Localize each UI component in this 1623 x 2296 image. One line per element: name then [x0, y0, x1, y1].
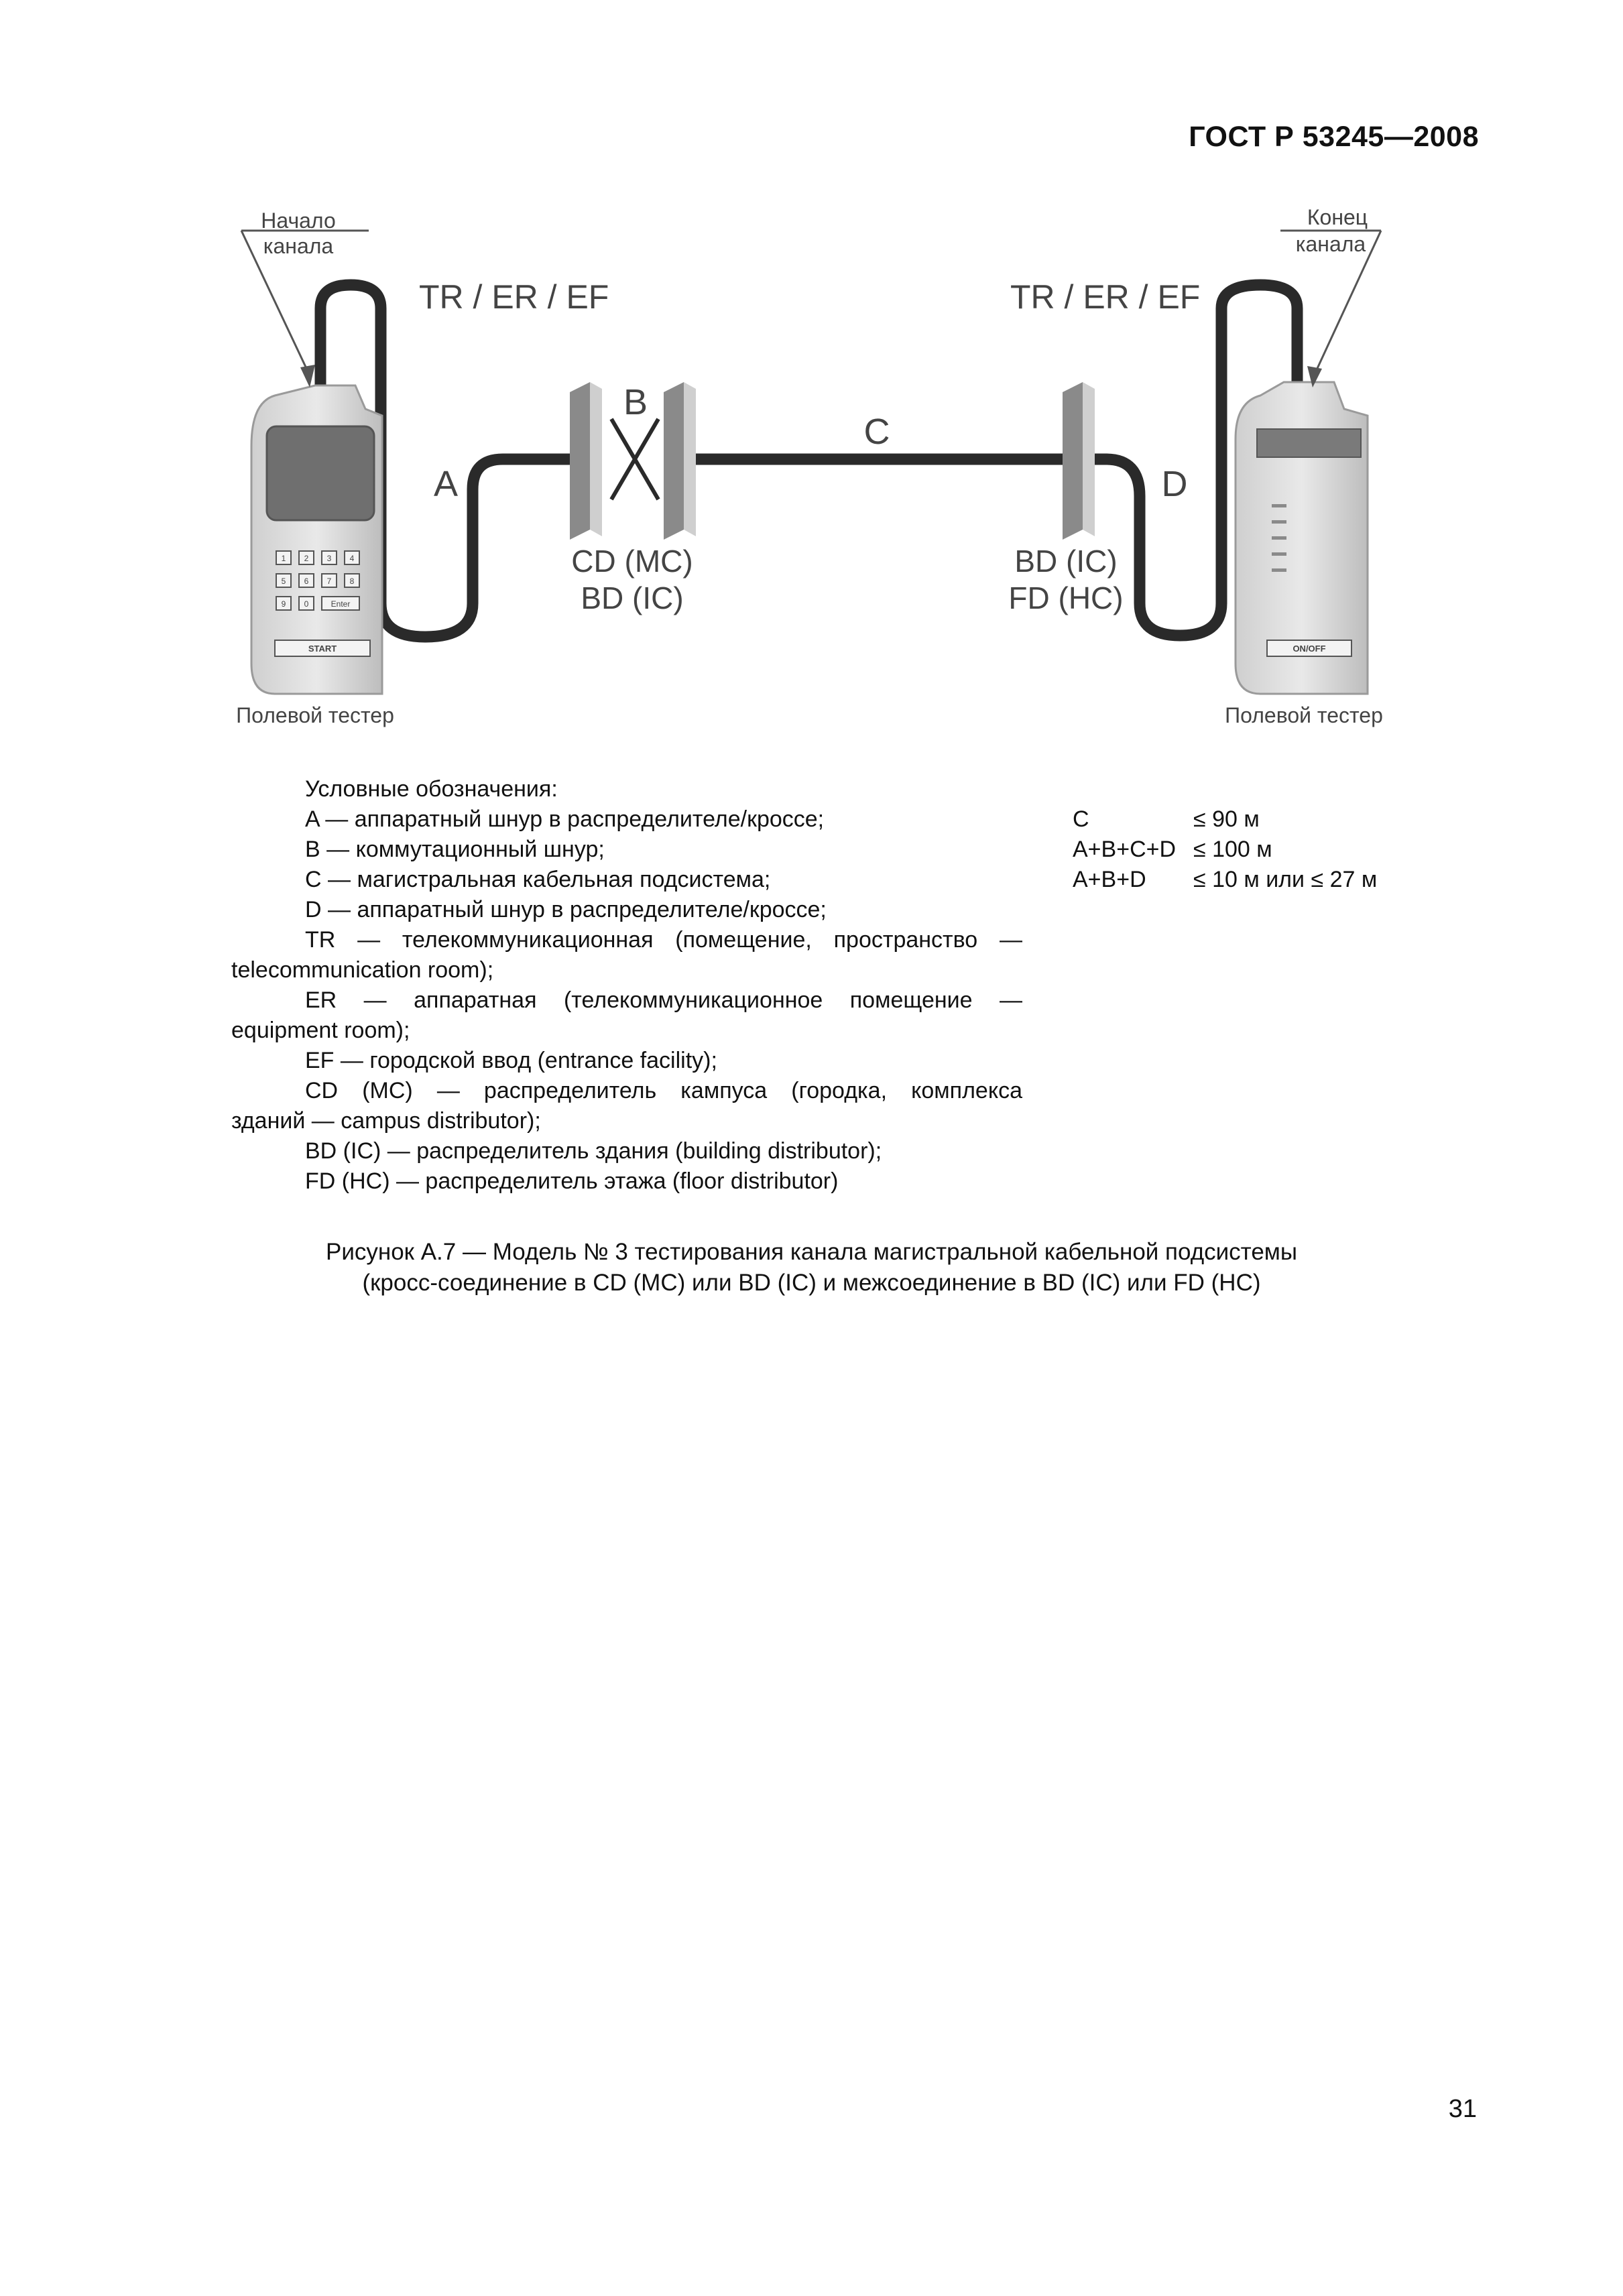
svg-text:0: 0 [304, 599, 309, 609]
limit-value: ≤ 10 м или ≤ 27 м [1193, 867, 1378, 892]
channel-end-label-2: канала [1295, 232, 1366, 256]
legend-a: A — аппаратный шнур в распределителе/кроссе; [305, 806, 825, 832]
tr-er-ef-right: TR / ER / EF [1010, 278, 1201, 316]
limit-value: ≤ 100 м [1193, 837, 1272, 862]
document-header: ГОСТ Р 53245—2008 [1189, 121, 1479, 153]
tester-display [1257, 429, 1361, 457]
field-tester-right [1236, 382, 1368, 694]
legend-er-line2: equipment room); [231, 1018, 410, 1043]
svg-text:2: 2 [304, 554, 309, 563]
legend-er-line1: ER — аппаратная (телекоммуникационное помещение — [305, 987, 1022, 1013]
legend-fd: FD (HC) — распределитель этажа (floor distributor) [305, 1168, 839, 1194]
segment-a-label: A [433, 464, 459, 504]
field-tester-left [251, 385, 382, 694]
legend-ef: EF — городской ввод (entrance facility); [305, 1048, 717, 1073]
segment-b-label: B [623, 382, 648, 422]
svg-text:8: 8 [349, 577, 355, 586]
channel-start-label-2: канала [263, 234, 334, 258]
channel-start-callout [241, 208, 369, 387]
svg-text:3: 3 [326, 554, 332, 563]
segment-c-label: C [863, 412, 890, 452]
svg-text:1: 1 [281, 554, 286, 563]
tester-screen [267, 426, 374, 520]
svg-text:7: 7 [326, 577, 332, 586]
svg-text:Enter: Enter [330, 599, 351, 609]
legend-title: Условные обозначения: [305, 776, 558, 802]
svg-text:6: 6 [304, 577, 309, 586]
legend-c: C — магистральная кабельная подсистема; [305, 867, 771, 892]
patch-panel-bd [1063, 382, 1095, 540]
cd-mc-label: CD (MC) [571, 544, 693, 579]
limit-name: A+B+C+D [1073, 837, 1177, 862]
limit-name: C [1073, 806, 1089, 832]
legend-cd-line1: CD (MC) — распределитель кампуса (городка, комплекса [305, 1078, 1022, 1103]
legend-b: B — коммутационный шнур; [305, 837, 605, 862]
onoff-button-label: ON/OFF [1293, 644, 1326, 654]
channel-end-label-1: Конец [1307, 205, 1368, 229]
tr-er-ef-left: TR / ER / EF [419, 278, 609, 316]
figure-caption [0, 1237, 1623, 1298]
bd-ic-right-label: BD (IC) [1014, 544, 1118, 579]
start-button-label: START [308, 644, 337, 654]
figure-caption-line2: (кросс-соединение в CD (MC) или BD (IC) и межсоединение в BD (IC) или FD (HC) [362, 1270, 1261, 1296]
legend-d: D — аппаратный шнур в распределителе/кроссе; [305, 897, 827, 922]
limit-value: ≤ 90 м [1193, 806, 1260, 832]
svg-text:4: 4 [349, 554, 355, 563]
legend-cd-line2: зданий — campus distributor); [231, 1108, 541, 1134]
svg-text:9: 9 [281, 599, 286, 609]
page-number: 31 [1448, 2095, 1477, 2123]
segment-d-label: D [1161, 464, 1188, 504]
field-tester-left-label: Полевой тестер [236, 703, 394, 727]
bd-ic-left-label: BD (IC) [581, 581, 684, 615]
svg-text:5: 5 [281, 577, 286, 586]
legend-bd: BD (IC) — распределитель здания (building distributor); [305, 1138, 882, 1164]
channel-test-diagram [0, 0, 1623, 771]
figure-caption-line1: Рисунок А.7 — Модель № 3 тестирования канала магистральной кабельной подсистемы [325, 1239, 1297, 1265]
field-tester-right-label: Полевой тестер [1225, 703, 1383, 727]
legend-tr-line1: TR — телекоммуникационная (помещение, пространство — [305, 927, 1022, 953]
limit-name: A+B+D [1073, 867, 1146, 892]
channel-start-label-1: Начало [261, 208, 336, 233]
legend-tr-line2: telecommunication room); [231, 957, 494, 983]
fd-hc-label: FD (HC) [1008, 581, 1124, 615]
